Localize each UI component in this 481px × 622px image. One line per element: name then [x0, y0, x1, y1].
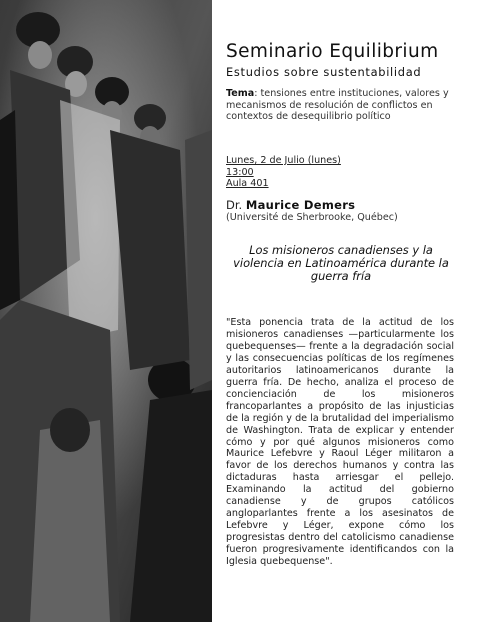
speaker-name: Maurice Demers	[245, 198, 356, 212]
speaker-affiliation: (Université de Sherbrooke, Québec)	[226, 212, 398, 223]
tema-paragraph	[226, 88, 456, 123]
photo-graphic	[0, 0, 212, 622]
protest-photo	[0, 0, 212, 622]
event-details	[226, 155, 456, 190]
event-time: 13:00	[226, 166, 254, 178]
talk-title: Los misioneros canadienses y la violencia en Latinoamérica durante la guerra fría	[233, 243, 449, 283]
event-date: Lunes, 2 de Julio (lunes)	[226, 155, 341, 166]
event-room: Aula 401	[226, 178, 269, 190]
seminar-title: Seminario Equilibrium	[226, 41, 439, 62]
speaker-prefix: Dr.	[226, 198, 243, 212]
abstract-text: "Esta ponencia trata de la actitud de los misioneros canadienses —particularmente los quebequenses— frente a la degradación social y las consecuencias políticas de los regímenes autoritarios latinoamericanos durante la guerra fría. De hecho, analiza el proceso de concienciación de los misioneros francoparlantes a propósito de las injusticias de la región y de la brutalidad del imperialismo de Washington. Trata de explicar y entender cómo y por qué algunos misioneros como Maurice Lefebvre y Raoul Léger militaron a favor de los derechos humanos y contra las dictaduras hasta arriesgar el pellejo. Examinando la actitud del gobierno canadiense y de grupos católicos angloparlantes frente a los asesinatos de Lefebvre y Léger, expone cómo los progresistas dentro del catolicismo canadiense fueron progresivamente identificandos con la Iglesia quebequense".	[226, 317, 454, 568]
seminar-subtitle: Estudios sobre sustentabilidad	[226, 65, 422, 79]
speaker-line	[226, 198, 466, 212]
tema-label: Tema	[226, 88, 255, 99]
tema-text: : tensiones entre instituciones, valores y mecanismos de resolución de conflictos en contextos de desequilibrio político	[226, 88, 449, 123]
